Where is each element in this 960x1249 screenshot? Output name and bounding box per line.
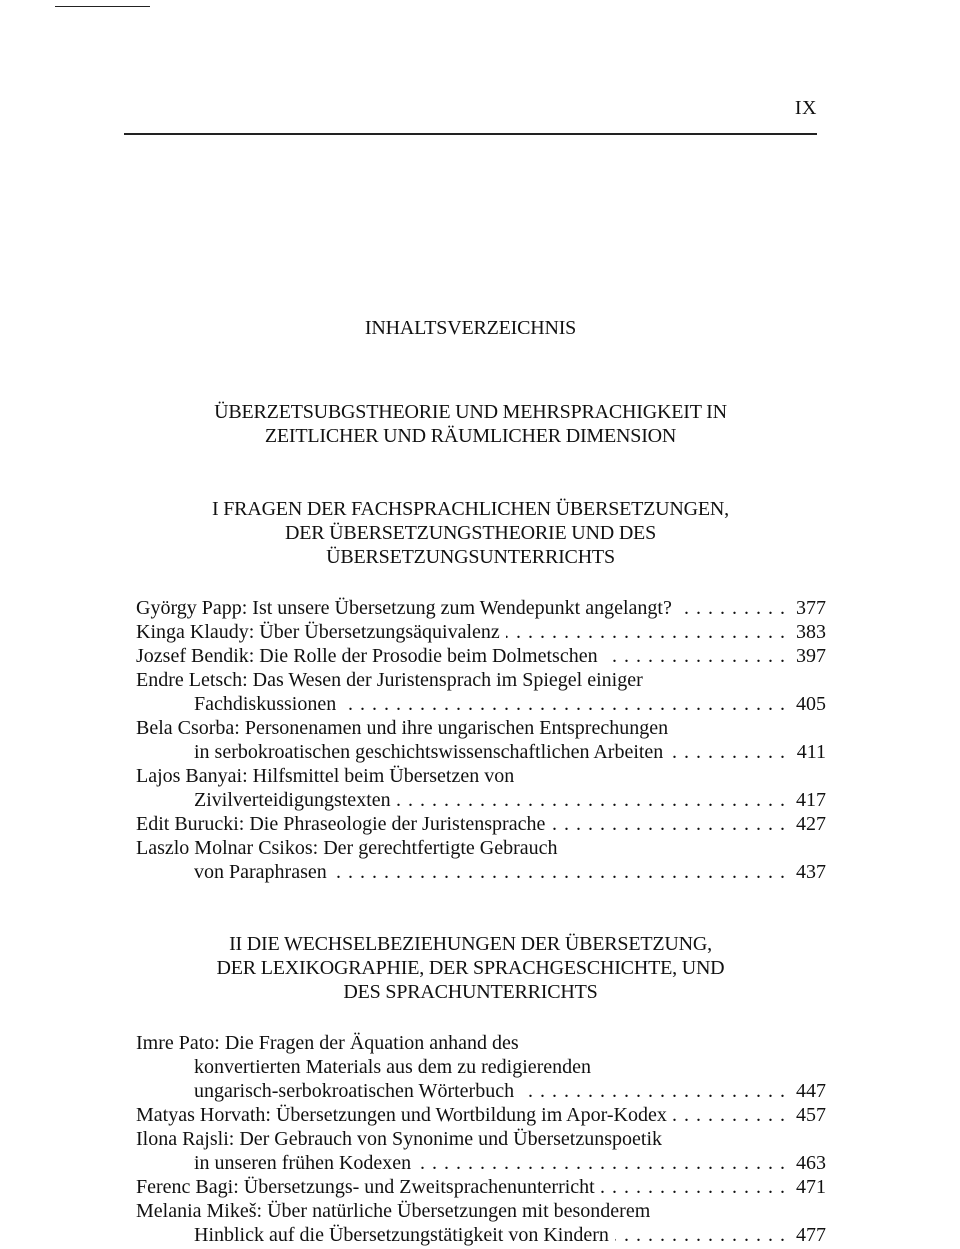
top-left-rule xyxy=(55,6,150,7)
toc-entry-line xyxy=(136,764,826,788)
toc-entry-text: Laszlo Molnar Csikos: Der gerechtfertigte Gebrauch xyxy=(136,837,558,859)
toc-entry-line xyxy=(136,1031,826,1055)
toc-entry xyxy=(136,668,826,716)
section-1-heading-line-3: ÜBERSETZUNGSUNTERRICHTS xyxy=(326,546,615,568)
toc-entry-line xyxy=(136,692,826,716)
header-rule xyxy=(124,133,817,135)
toc-entry-line xyxy=(136,1079,826,1103)
toc-page-number: 427 xyxy=(796,813,826,835)
toc-entry-line xyxy=(136,644,826,668)
toc-entry-text: in unseren frühen Kodexen xyxy=(194,1152,412,1174)
toc-entry-text: Ferenc Bagi: Übersetzungs- und Zweitsprachenunterricht xyxy=(136,1176,595,1198)
section-1-entries xyxy=(136,596,826,884)
toc-entry-line xyxy=(136,620,826,644)
toc-entry-line xyxy=(136,596,826,620)
toc-entry-line xyxy=(136,1055,826,1079)
toc-entry-text: Melania Mikeš: Über natürliche Übersetzungen mit besonderem xyxy=(136,1200,651,1222)
toc-entry-text: in serbokroatischen geschichtswissenschaftlichen Arbeiten xyxy=(194,741,664,763)
toc-page-number: 471 xyxy=(796,1176,826,1198)
toc-page-number: 437 xyxy=(796,861,826,883)
toc-page-number: 463 xyxy=(796,1152,826,1174)
main-heading-line-2: ZEITLICHER UND RÄUMLICHER DIMENSION xyxy=(264,425,677,447)
section-2-heading-line-2: DER LEXIKOGRAPHIE, DER SPRACHGESCHICHTE, UND xyxy=(216,957,725,979)
toc-entry xyxy=(136,764,826,812)
dot-leader xyxy=(678,596,786,620)
toc-entry-text: Fachdiskussionen xyxy=(194,693,337,715)
toc-entry-text: Endre Letsch: Das Wesen der Juristensprach im Spiegel einiger xyxy=(136,669,643,691)
section-1-heading-line-2: DER ÜBERSETZUNGSTHEORIE UND DES xyxy=(284,522,657,544)
dot-leader xyxy=(333,860,786,884)
toc-entry xyxy=(136,1103,826,1127)
toc-page-number: 477 xyxy=(796,1224,826,1246)
toc-entry xyxy=(136,1031,826,1103)
page-number: IX xyxy=(794,97,817,119)
toc-entry-text: ungarisch-serbokroatischen Wörterbuch xyxy=(194,1080,515,1102)
toc-page-number: 411 xyxy=(796,741,826,763)
dot-leader xyxy=(604,644,786,668)
toc-entry-text: György Papp: Ist unsere Übersetzung zum Wendepunkt angelangt? xyxy=(136,597,672,619)
toc-entry xyxy=(136,812,826,836)
toc-page-number: 405 xyxy=(796,693,826,715)
toc-entry xyxy=(136,644,826,668)
section-1-heading-line-1: I FRAGEN DER FACHSPRACHLICHEN ÜBERSETZUNGEN, xyxy=(212,498,729,520)
toc-page-number: 397 xyxy=(796,645,826,667)
toc-entry-text: Bela Csorba: Personenamen und ihre ungarischen Entsprechungen xyxy=(136,717,669,739)
dot-leader xyxy=(397,788,786,812)
toc-page-number: 457 xyxy=(796,1104,826,1126)
toc-entry-text: von Paraphrasen xyxy=(194,861,327,883)
toc-entry-line xyxy=(136,860,826,884)
toc-page-number: 383 xyxy=(796,621,826,643)
toc-entry xyxy=(136,1175,826,1199)
dot-leader xyxy=(520,1079,786,1103)
toc-entry-text: Edit Burucki: Die Phraseologie der Juristensprache xyxy=(136,813,546,835)
toc-entry-line xyxy=(136,836,826,860)
toc-entry-line xyxy=(136,740,826,764)
dot-leader xyxy=(506,620,786,644)
dot-leader xyxy=(601,1175,786,1199)
toc-entry xyxy=(136,716,826,764)
toc-entry xyxy=(136,836,826,884)
toc-entry-line xyxy=(136,788,826,812)
toc-title: INHALTSVERZEICHNIS xyxy=(364,317,577,339)
toc-entry-line xyxy=(136,1103,826,1127)
toc-entry xyxy=(136,1127,826,1175)
toc-entry-line xyxy=(136,1223,826,1247)
toc-entry-line xyxy=(136,716,826,740)
dot-leader xyxy=(342,692,786,716)
toc-entry-text: Zivilverteidigungstexten xyxy=(194,789,391,811)
toc-entry xyxy=(136,620,826,644)
toc-entry-text: konvertierten Materials aus dem zu redigierenden xyxy=(194,1056,592,1078)
toc-entry xyxy=(136,1199,826,1247)
toc-entry-line xyxy=(136,1199,826,1223)
toc-page-number: 377 xyxy=(796,597,826,619)
toc-entry-line xyxy=(136,1127,826,1151)
toc-entry-text: Lajos Banyai: Hilfsmittel beim Übersetzen von xyxy=(136,765,515,787)
dot-leader xyxy=(551,812,786,836)
toc-entry-text: Matyas Horvath: Übersetzungen und Wortbildung im Apor-Kodex xyxy=(136,1104,667,1126)
toc-entry-text: Hinblick auf die Übersetzungstätigkeit von Kindern xyxy=(194,1224,609,1246)
toc-entry xyxy=(136,596,826,620)
dot-leader xyxy=(669,740,786,764)
section-2-heading-line-1: II DIE WECHSELBEZIEHUNGEN DER ÜBERSETZUNG, xyxy=(229,933,712,955)
toc-page-number: 447 xyxy=(796,1080,826,1102)
section-2-entries xyxy=(136,1031,826,1247)
toc-entry-line xyxy=(136,812,826,836)
toc-entry-text: Kinga Klaudy: Über Übersetzungsäquivalenz xyxy=(136,621,500,643)
toc-entry-line xyxy=(136,1151,826,1175)
toc-page-number: 417 xyxy=(796,789,826,811)
section-2-heading-line-3: DES SPRACHUNTERRICHTS xyxy=(343,981,598,1003)
toc-entry-text: Jozsef Bendik: Die Rolle der Prosodie beim Dolmetschen xyxy=(136,645,598,667)
toc-entry-text: Ilona Rajsli: Der Gebrauch von Synonime und Übersetzunspoetik xyxy=(136,1128,662,1150)
dot-leader xyxy=(673,1103,786,1127)
dot-leader xyxy=(417,1151,786,1175)
toc-entry-line xyxy=(136,1175,826,1199)
dot-leader xyxy=(615,1223,786,1247)
main-heading-line-1: ÜBERZETSUBGSTHEORIE UND MEHRSPRACHIGKEIT IN xyxy=(214,401,727,423)
toc-entry-line xyxy=(136,668,826,692)
toc-entry-text: Imre Pato: Die Fragen der Äquation anhand des xyxy=(136,1032,519,1054)
